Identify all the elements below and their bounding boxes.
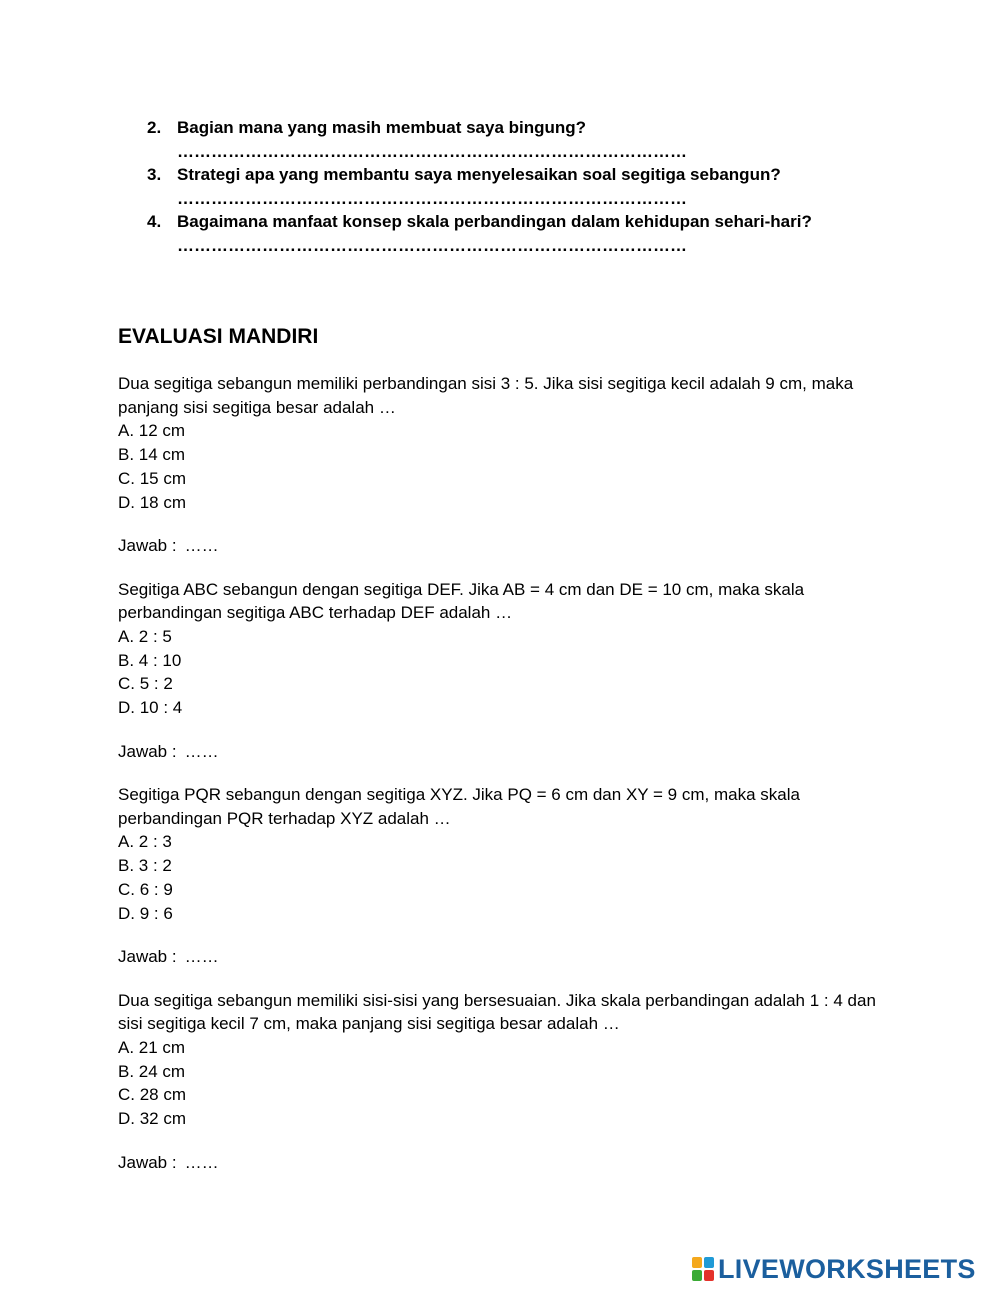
- question-block: [118, 989, 888, 1195]
- answer-line: [118, 740, 888, 764]
- reflection-question: Bagian mana yang masih membuat saya bingung?: [177, 118, 587, 137]
- brand-name: LIVEWORKSHEETS: [718, 1254, 976, 1284]
- answer-blank[interactable]: ……: [184, 741, 219, 761]
- reflection-number: 3.: [147, 165, 162, 184]
- reflection-number: 4.: [147, 212, 162, 231]
- question-block: [118, 372, 888, 578]
- option-d[interactable]: D. 32 cm: [118, 1109, 187, 1129]
- reflection-item: [147, 210, 907, 257]
- question-text: Segitiga ABC sebangun dengan segitiga DEF. Jika AB = 4 cm dan DE = 10 cm, maka skala perbandingan segitiga ABC terhadap DEF adalah …: [118, 579, 805, 623]
- answer-label: Jawab :: [118, 1152, 177, 1172]
- question-text: Segitiga PQR sebangun dengan segitiga XYZ. Jika PQ = 6 cm dan XY = 9 cm, maka skala perbandingan PQR terhadap XYZ adalah …: [118, 785, 800, 828]
- answer-blank[interactable]: ……: [184, 536, 219, 556]
- option-b[interactable]: B. 24 cm: [118, 1061, 186, 1081]
- option-a[interactable]: A. 2 : 3: [118, 832, 172, 852]
- option-a[interactable]: A. 2 : 5: [118, 626, 172, 646]
- option-d[interactable]: D. 18 cm: [118, 492, 187, 512]
- liveworksheets-logo-icon: [692, 1257, 714, 1281]
- reflection-answer-blank: ………………………………………………………………………………: [177, 236, 687, 255]
- answer-blank[interactable]: ……: [184, 1152, 219, 1172]
- brand-logo: [692, 1254, 976, 1284]
- answer-line: [118, 1151, 888, 1175]
- reflection-item: [147, 116, 907, 163]
- reflection-number: 2.: [147, 118, 162, 137]
- reflection-question: Bagaimana manfaat konsep skala perbandingan dalam kehidupan sehari-hari?: [177, 212, 812, 231]
- answer-line: [118, 945, 888, 969]
- question-block: [118, 578, 888, 784]
- question-list: [118, 372, 888, 1194]
- question-text: Dua segitiga sebangun memiliki sisi-sisi yang bersesuaian. Jika skala perbandingan adalah 1 : 4 dan sisi segitiga kecil 7 cm, maka panjang sisi segitiga besar adalah …: [118, 990, 876, 1034]
- option-c[interactable]: C. 5 : 2: [118, 674, 173, 694]
- answer-label: Jawab :: [118, 947, 177, 967]
- option-a[interactable]: A. 12 cm: [118, 421, 186, 441]
- question-text: Dua segitiga sebangun memiliki perbandingan sisi 3 : 5. Jika sisi segitiga kecil adalah 9 cm, maka panjang sisi segitiga besar adalah …: [118, 374, 854, 417]
- reflection-list: [147, 116, 907, 257]
- option-d[interactable]: D. 10 : 4: [118, 698, 183, 718]
- reflection-answer-blank: ………………………………………………………………………………: [177, 142, 687, 161]
- option-d[interactable]: D. 9 : 6: [118, 903, 173, 923]
- option-b[interactable]: B. 14 cm: [118, 445, 186, 465]
- option-b[interactable]: B. 3 : 2: [118, 856, 172, 876]
- answer-label: Jawab :: [118, 741, 177, 761]
- reflection-answer-blank: ………………………………………………………………………………: [177, 189, 687, 208]
- option-c[interactable]: C. 6 : 9: [118, 879, 173, 899]
- option-b[interactable]: B. 4 : 10: [118, 650, 182, 670]
- option-c[interactable]: C. 15 cm: [118, 468, 187, 488]
- question-block: [118, 783, 888, 989]
- reflection-item: [147, 163, 907, 210]
- option-c[interactable]: C. 28 cm: [118, 1085, 187, 1105]
- answer-blank[interactable]: ……: [184, 947, 219, 967]
- option-a[interactable]: A. 21 cm: [118, 1037, 186, 1057]
- answer-label: Jawab :: [118, 536, 177, 556]
- section-title: EVALUASI MANDIRI: [118, 325, 319, 348]
- reflection-question: Strategi apa yang membantu saya menyelesaikan soal segitiga sebangun?: [177, 165, 781, 184]
- answer-line: [118, 534, 888, 558]
